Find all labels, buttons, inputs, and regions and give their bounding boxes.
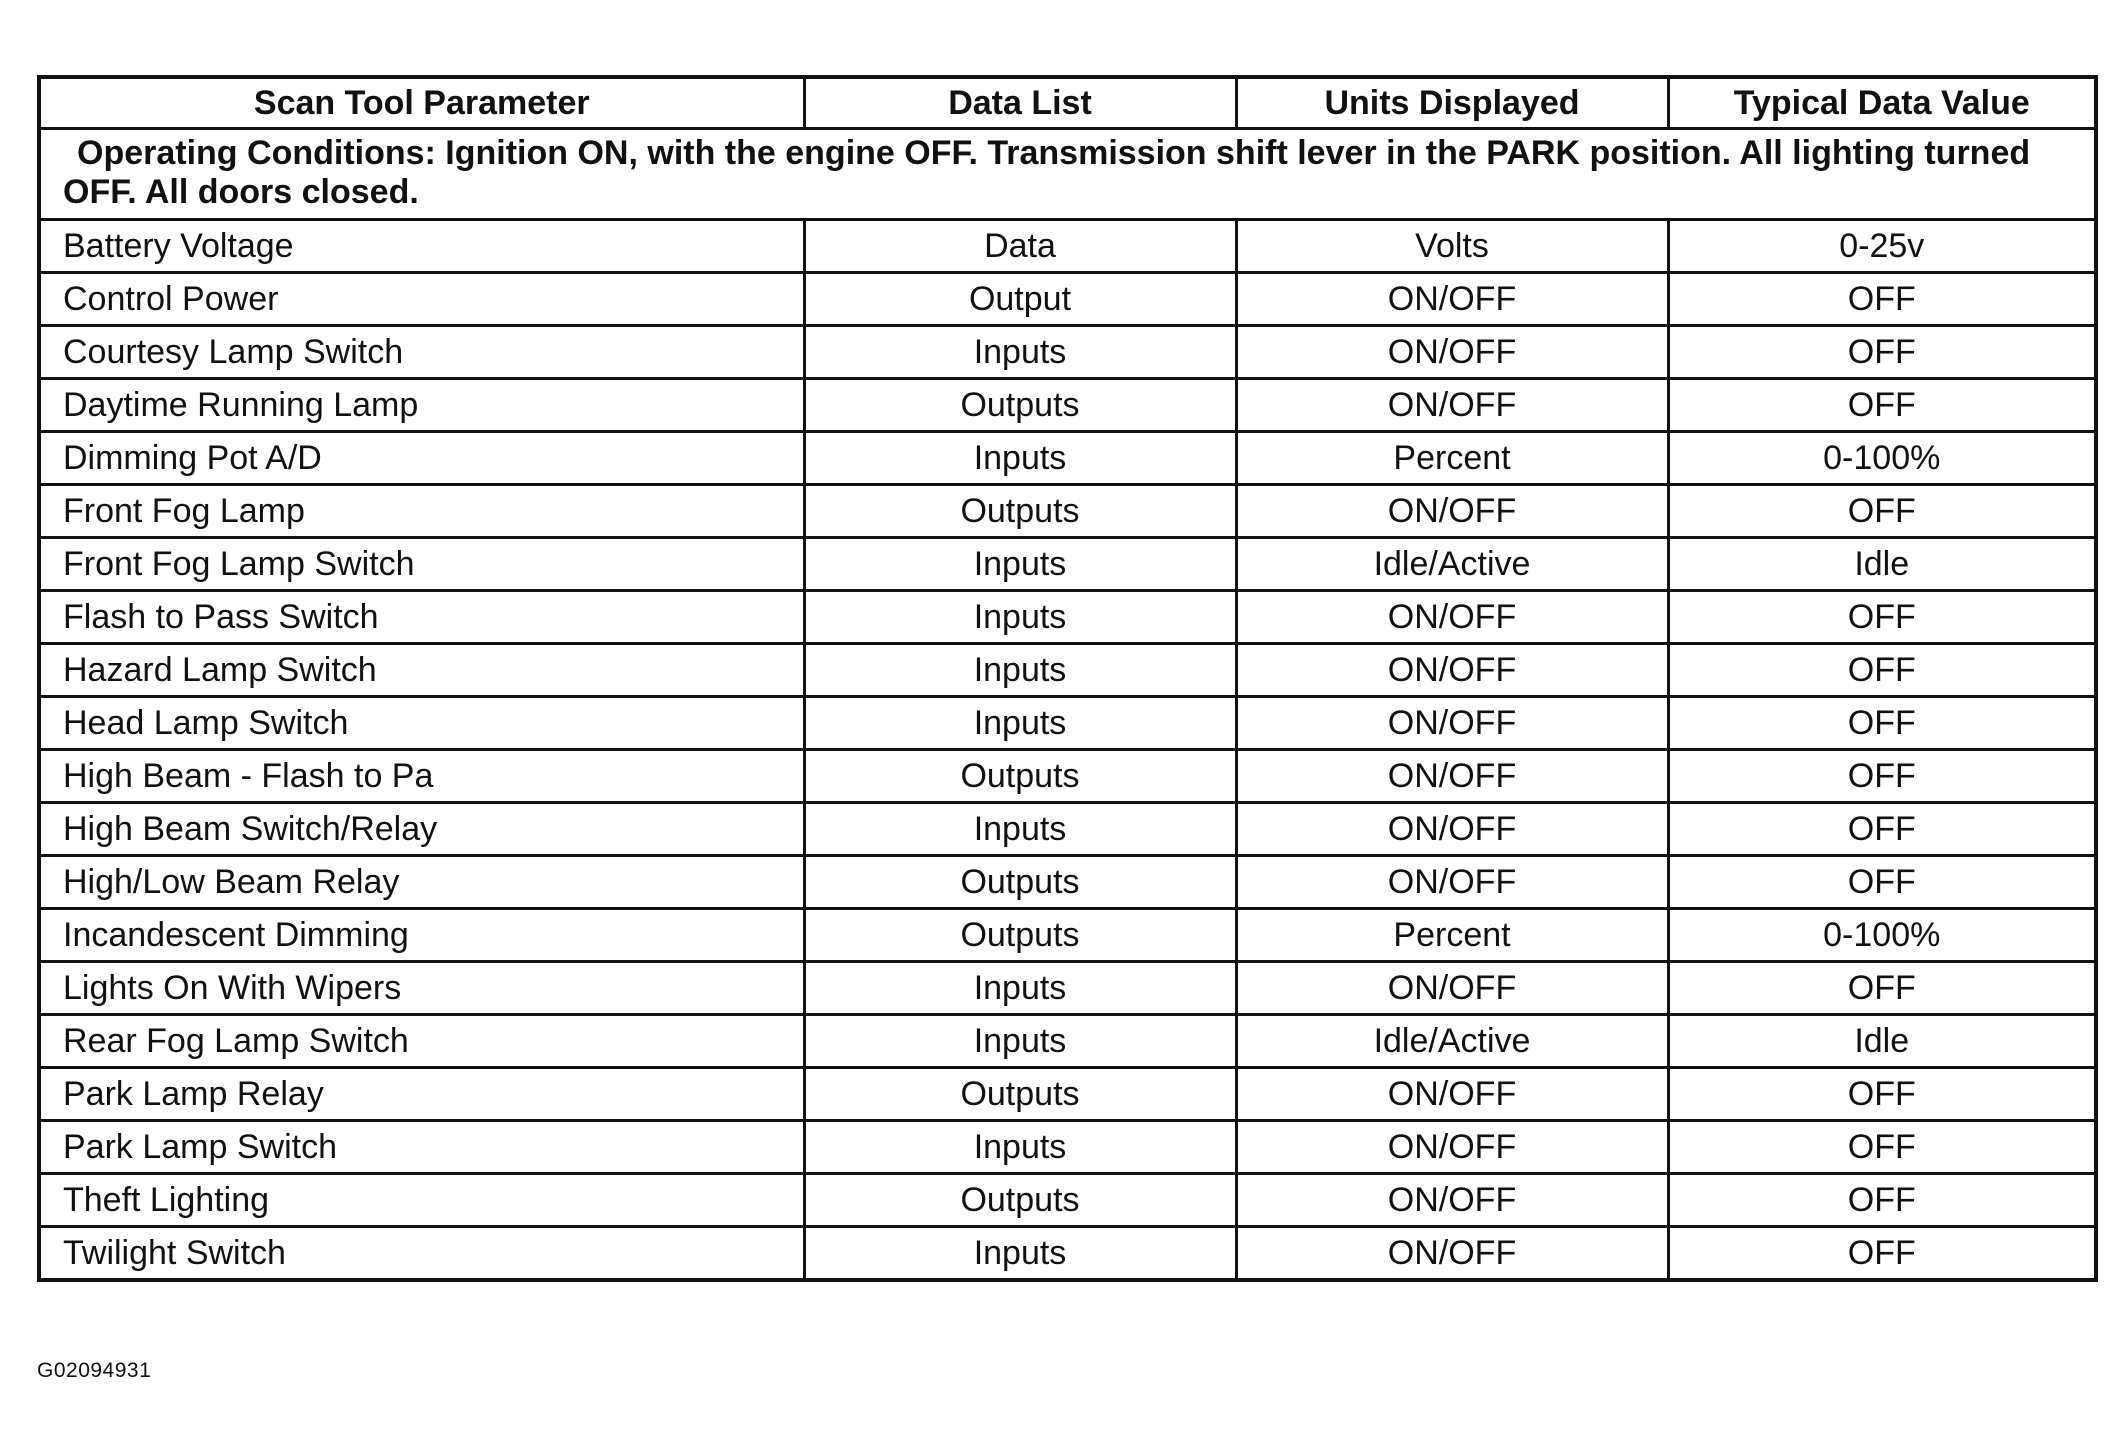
table-header-row	[39, 77, 2096, 129]
table-row	[39, 1174, 2096, 1227]
table-row	[39, 644, 2096, 697]
typical-value-cell: Idle	[1668, 1015, 2096, 1068]
data-list-cell: Inputs	[804, 644, 1236, 697]
data-list-cell: Outputs	[804, 750, 1236, 803]
parameter-cell: Control Power	[39, 273, 804, 326]
typical-value-cell: OFF	[1668, 750, 2096, 803]
table-row	[39, 273, 2096, 326]
table-row	[39, 1015, 2096, 1068]
typical-value-cell: 0-100%	[1668, 432, 2096, 485]
data-list-cell: Inputs	[804, 1015, 1236, 1068]
units-displayed-cell: ON/OFF	[1236, 1121, 1668, 1174]
data-list-cell: Outputs	[804, 1068, 1236, 1121]
units-displayed-cell: Idle/Active	[1236, 1015, 1668, 1068]
units-displayed-cell: ON/OFF	[1236, 485, 1668, 538]
units-displayed-cell: ON/OFF	[1236, 1227, 1668, 1281]
typical-value-cell: OFF	[1668, 591, 2096, 644]
data-list-cell: Inputs	[804, 697, 1236, 750]
typical-value-cell: OFF	[1668, 379, 2096, 432]
table-row	[39, 697, 2096, 750]
table-row	[39, 856, 2096, 909]
scan-tool-data-table	[37, 75, 2098, 1282]
table-row	[39, 909, 2096, 962]
header-units-displayed: Units Displayed	[1236, 77, 1668, 129]
typical-value-cell: OFF	[1668, 856, 2096, 909]
parameter-cell: Hazard Lamp Switch	[39, 644, 804, 697]
typical-value-cell: 0-25v	[1668, 220, 2096, 273]
units-displayed-cell: Percent	[1236, 432, 1668, 485]
units-displayed-cell: ON/OFF	[1236, 697, 1668, 750]
data-list-cell: Outputs	[804, 1174, 1236, 1227]
operating-conditions: Operating Conditions: Ignition ON, with the engine OFF. Transmission shift lever in the PARK position. All lighting turned OFF. All doors closed.	[39, 129, 2096, 220]
typical-value-cell: OFF	[1668, 485, 2096, 538]
parameter-cell: Park Lamp Relay	[39, 1068, 804, 1121]
data-list-cell: Inputs	[804, 326, 1236, 379]
data-list-cell: Outputs	[804, 909, 1236, 962]
typical-value-cell: OFF	[1668, 326, 2096, 379]
units-displayed-cell: ON/OFF	[1236, 962, 1668, 1015]
parameter-cell: Courtesy Lamp Switch	[39, 326, 804, 379]
data-list-cell: Inputs	[804, 962, 1236, 1015]
units-displayed-cell: ON/OFF	[1236, 591, 1668, 644]
data-list-cell: Data	[804, 220, 1236, 273]
data-list-cell: Outputs	[804, 485, 1236, 538]
data-list-cell: Inputs	[804, 1227, 1236, 1281]
units-displayed-cell: Volts	[1236, 220, 1668, 273]
units-displayed-cell: ON/OFF	[1236, 750, 1668, 803]
data-list-cell: Inputs	[804, 1121, 1236, 1174]
parameter-cell: Rear Fog Lamp Switch	[39, 1015, 804, 1068]
units-displayed-cell: Percent	[1236, 909, 1668, 962]
table-row	[39, 1121, 2096, 1174]
table-row	[39, 379, 2096, 432]
parameter-cell: Lights On With Wipers	[39, 962, 804, 1015]
typical-value-cell: OFF	[1668, 1227, 2096, 1281]
table-row	[39, 538, 2096, 591]
parameter-cell: Theft Lighting	[39, 1174, 804, 1227]
units-displayed-cell: ON/OFF	[1236, 644, 1668, 697]
typical-value-cell: OFF	[1668, 273, 2096, 326]
figure-id: G02094931	[37, 1359, 152, 1382]
table-row	[39, 1068, 2096, 1121]
table-row	[39, 591, 2096, 644]
data-list-cell: Inputs	[804, 591, 1236, 644]
parameter-cell: Dimming Pot A/D	[39, 432, 804, 485]
parameter-cell: Flash to Pass Switch	[39, 591, 804, 644]
parameter-cell: High Beam Switch/Relay	[39, 803, 804, 856]
table-row	[39, 485, 2096, 538]
data-list-cell: Inputs	[804, 432, 1236, 485]
parameter-cell: Park Lamp Switch	[39, 1121, 804, 1174]
parameter-cell: High Beam - Flash to Pa	[39, 750, 804, 803]
table-row	[39, 220, 2096, 273]
data-list-cell: Output	[804, 273, 1236, 326]
table-row	[39, 432, 2096, 485]
data-list-cell: Outputs	[804, 856, 1236, 909]
typical-value-cell: OFF	[1668, 962, 2096, 1015]
parameter-cell: Incandescent Dimming	[39, 909, 804, 962]
data-list-cell: Inputs	[804, 538, 1236, 591]
units-displayed-cell: Idle/Active	[1236, 538, 1668, 591]
units-displayed-cell: ON/OFF	[1236, 379, 1668, 432]
table-row	[39, 750, 2096, 803]
table-row	[39, 326, 2096, 379]
data-list-cell: Outputs	[804, 379, 1236, 432]
parameter-cell: Head Lamp Switch	[39, 697, 804, 750]
parameter-cell: Daytime Running Lamp	[39, 379, 804, 432]
units-displayed-cell: ON/OFF	[1236, 1174, 1668, 1227]
typical-value-cell: Idle	[1668, 538, 2096, 591]
units-displayed-cell: ON/OFF	[1236, 856, 1668, 909]
parameter-cell: Front Fog Lamp Switch	[39, 538, 804, 591]
units-displayed-cell: ON/OFF	[1236, 273, 1668, 326]
typical-value-cell: OFF	[1668, 803, 2096, 856]
table-row	[39, 962, 2096, 1015]
header-typical-data-value: Typical Data Value	[1668, 77, 2096, 129]
header-data-list: Data List	[804, 77, 1236, 129]
typical-value-cell: 0-100%	[1668, 909, 2096, 962]
table-row	[39, 1227, 2096, 1281]
operating-conditions-row	[39, 129, 2096, 220]
parameter-cell: High/Low Beam Relay	[39, 856, 804, 909]
data-list-cell: Inputs	[804, 803, 1236, 856]
parameter-cell: Battery Voltage	[39, 220, 804, 273]
typical-value-cell: OFF	[1668, 1174, 2096, 1227]
table-row	[39, 803, 2096, 856]
typical-value-cell: OFF	[1668, 1068, 2096, 1121]
parameter-cell: Twilight Switch	[39, 1227, 804, 1281]
units-displayed-cell: ON/OFF	[1236, 803, 1668, 856]
parameter-cell: Front Fog Lamp	[39, 485, 804, 538]
typical-value-cell: OFF	[1668, 697, 2096, 750]
units-displayed-cell: ON/OFF	[1236, 326, 1668, 379]
scan-tool-data-sheet	[37, 75, 2094, 1282]
typical-value-cell: OFF	[1668, 1121, 2096, 1174]
header-scan-tool-parameter: Scan Tool Parameter	[39, 77, 804, 129]
units-displayed-cell: ON/OFF	[1236, 1068, 1668, 1121]
typical-value-cell: OFF	[1668, 644, 2096, 697]
